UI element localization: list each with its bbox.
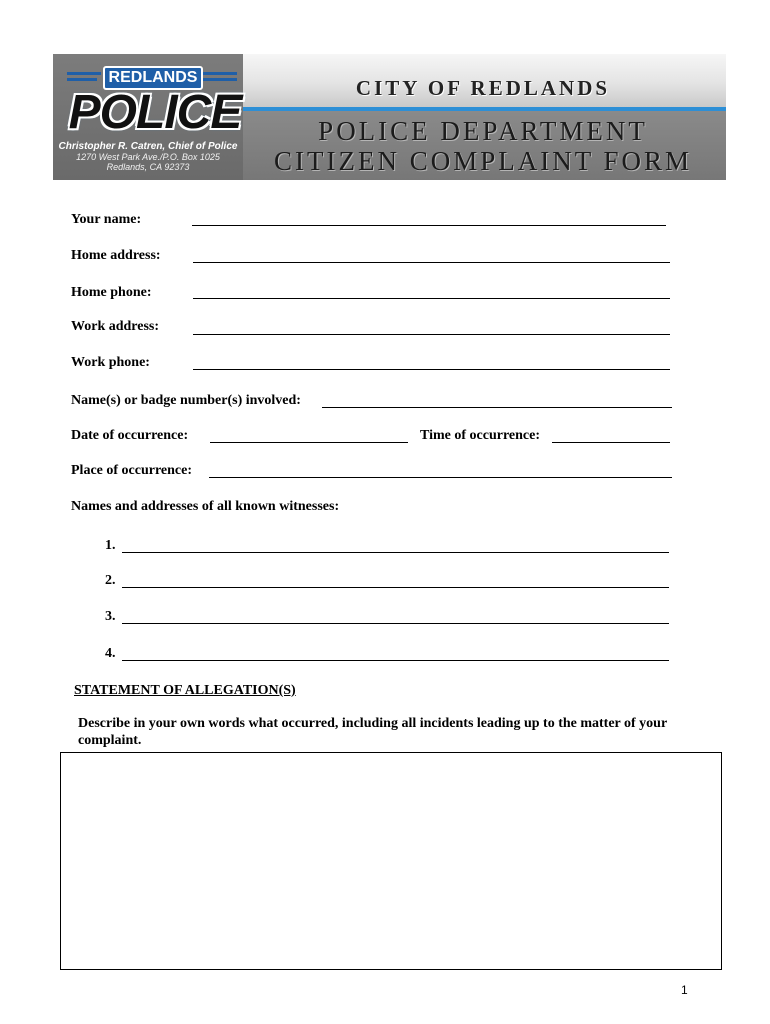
city-title: CITY OF REDLANDS (355, 76, 611, 100)
home-phone-field[interactable] (193, 298, 670, 299)
time-field[interactable] (552, 442, 670, 443)
badge-label: Name(s) or badge number(s) involved: (71, 393, 301, 408)
witness-field-4[interactable] (122, 660, 669, 661)
chief-name: Christopher R. Catren, Chief of Police (58, 141, 238, 152)
logo-line-left-2 (67, 78, 97, 81)
witness-number-4: 4. (105, 646, 116, 661)
logo-police-text: POLICE (68, 86, 242, 139)
statement-section-title: STATEMENT OF ALLEGATION(S) (74, 683, 296, 698)
statement-text-area[interactable] (60, 752, 722, 970)
work-address-label: Work address: (71, 319, 160, 334)
badge-field[interactable] (322, 407, 672, 408)
statement-instructions: Describe in your own words what occurred, including all incidents leading up to the matter of your complaint. (78, 716, 667, 748)
home-address-label: Home address: (71, 248, 161, 263)
place-label: Place of occurrence: (71, 463, 193, 478)
date-label: Date of occurrence: (71, 428, 189, 443)
logo-line-left (67, 72, 101, 75)
witness-number-2: 2. (105, 573, 116, 588)
header-banner (53, 54, 726, 180)
form-title: CITIZEN COMPLAINT FORM (273, 146, 692, 176)
department-title: POLICE DEPARTMENT (318, 116, 648, 146)
date-field[interactable] (210, 442, 408, 443)
page-number: 1 (681, 983, 688, 997)
witness-field-2[interactable] (122, 587, 669, 588)
department-address-line1: 1270 West Park Ave./P.O. Box 1025 (76, 152, 220, 162)
work-phone-field[interactable] (193, 369, 670, 370)
witness-field-3[interactable] (122, 623, 669, 624)
your-name-field[interactable] (192, 225, 666, 226)
witness-number-3: 3. (105, 609, 116, 624)
department-address-line2: Redlands, CA 92373 (106, 162, 190, 172)
logo-redlands-text: REDLANDS (103, 66, 203, 90)
home-address-field[interactable] (193, 262, 670, 263)
work-phone-label: Work phone: (71, 355, 150, 370)
witnesses-label: Names and addresses of all known witnesses: (71, 499, 340, 514)
home-phone-label: Home phone: (71, 285, 152, 300)
logo-panel (53, 54, 243, 180)
logo-line-right (201, 72, 237, 75)
time-label: Time of occurrence: (420, 428, 540, 443)
work-address-field[interactable] (193, 334, 670, 335)
your-name-label: Your name: (71, 212, 142, 227)
witness-number-1: 1. (105, 538, 116, 553)
witness-field-1[interactable] (122, 552, 669, 553)
logo-line-right-2 (203, 78, 237, 81)
place-field[interactable] (209, 477, 672, 478)
